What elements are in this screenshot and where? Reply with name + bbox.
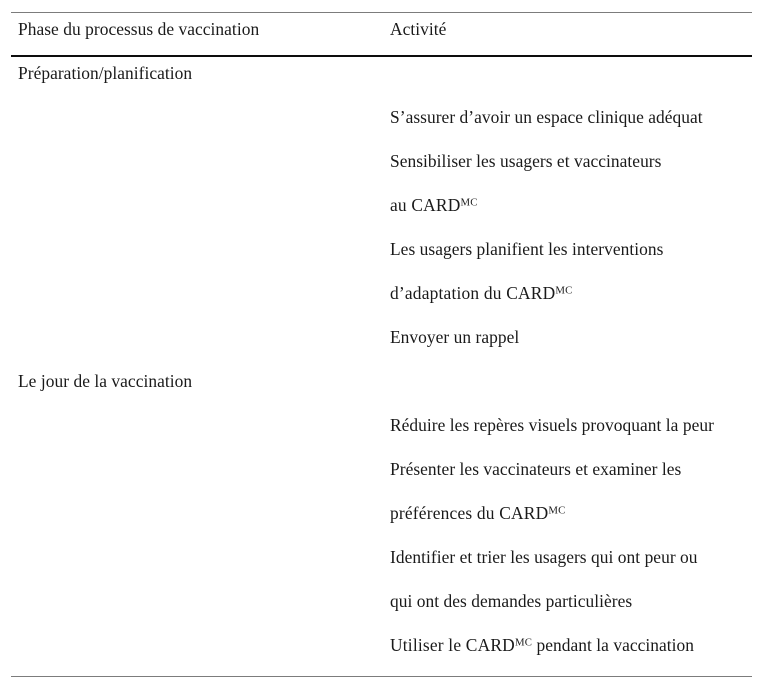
activity-line bbox=[390, 415, 714, 435]
column-header-activite: Activité bbox=[390, 19, 447, 39]
activity-text: Sensibiliser les usagers et vaccinateurs bbox=[390, 151, 662, 171]
activity-text: Envoyer un rappel bbox=[390, 327, 520, 347]
activity-text: préférences du CARD bbox=[390, 503, 549, 523]
table-top-rule bbox=[11, 12, 752, 13]
activity-line bbox=[390, 195, 478, 215]
activity-line bbox=[390, 591, 632, 611]
row-phase-label-jour-vaccination: Le jour de la vaccination bbox=[18, 371, 193, 391]
table-bottom-rule bbox=[11, 676, 752, 677]
activity-text: au CARD bbox=[390, 195, 461, 215]
activity-text: Identifier et trier les usagers qui ont peur ou bbox=[390, 547, 698, 567]
activity-text: S’assurer d’avoir un espace clinique adéquat bbox=[390, 107, 703, 127]
activity-text: Réduire les repères visuels provoquant la peur bbox=[390, 415, 714, 435]
activity-line bbox=[390, 547, 698, 567]
activity-text: Utiliser le CARD bbox=[390, 635, 515, 655]
activity-line bbox=[390, 635, 694, 655]
activity-line bbox=[390, 151, 661, 171]
activity-text-tail: pendant la vaccination bbox=[532, 635, 695, 655]
activity-text: Les usagers planifient les interventions bbox=[390, 239, 664, 259]
activity-text: Présenter les vaccinateurs et examiner les bbox=[390, 459, 682, 479]
row-phase-label-preparation: Préparation/planification bbox=[18, 63, 193, 83]
activity-text: qui ont des demandes particulières bbox=[390, 591, 633, 611]
table-header-rule bbox=[11, 55, 752, 57]
activity-line bbox=[390, 239, 663, 259]
activity-line bbox=[390, 503, 566, 523]
activity-line bbox=[390, 107, 703, 127]
activity-line bbox=[390, 459, 681, 479]
activity-text: d’adaptation du CARD bbox=[390, 283, 556, 303]
trademark-mc-superscript: MC bbox=[514, 636, 533, 649]
trademark-mc-superscript: MC bbox=[460, 196, 478, 209]
trademark-mc-superscript: MC bbox=[548, 504, 566, 517]
activity-line bbox=[390, 327, 519, 347]
trademark-mc-superscript: MC bbox=[555, 284, 573, 297]
activity-line bbox=[390, 283, 572, 303]
column-header-phase: Phase du processus de vaccination bbox=[18, 19, 260, 39]
